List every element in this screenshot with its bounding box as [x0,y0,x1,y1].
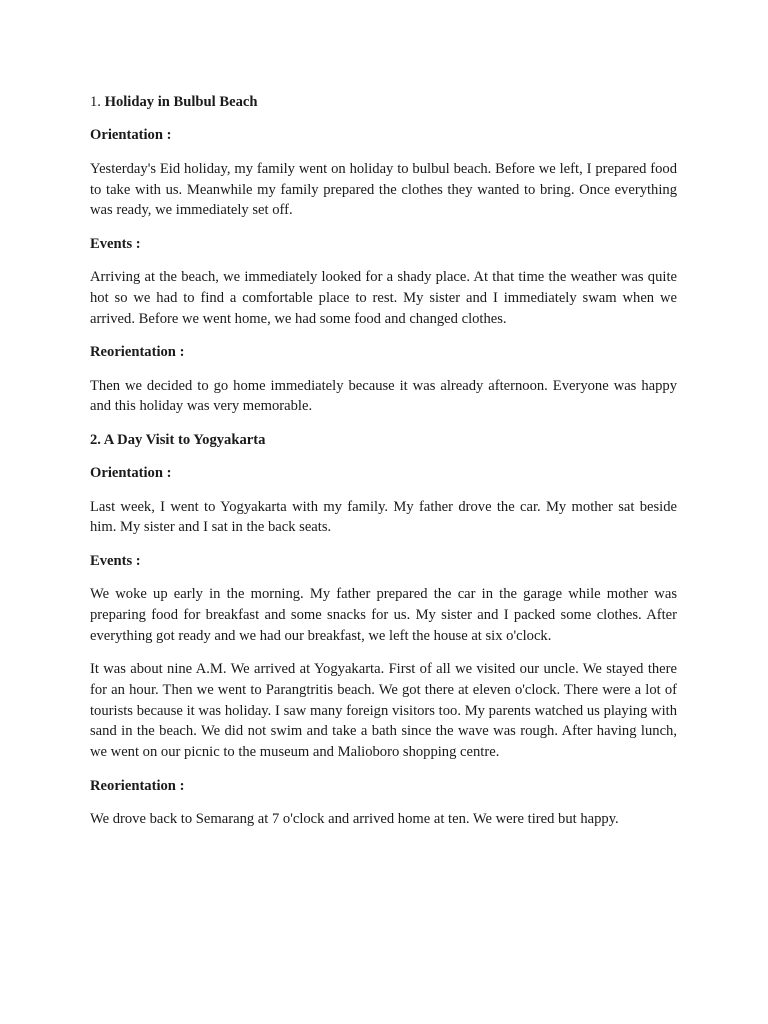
story1-events-text: Arriving at the beach, we immediately looked for a shady place. At that time the weather was quite hot so we had to find a comfortable place to rest. My sister and I immediately swam when we arrived. Before we went home, we had some food and changed clothes. [90,269,677,327]
story1-reorientation-label: Reorientation : [90,344,185,361]
story1-heading [90,92,677,113]
story2-orientation-label: Orientation : [90,465,172,482]
story2-reorientation-text: We drove back to Semarang at 7 o'clock and arrived home at ten. We were tired but happy. [90,811,619,828]
story1-title: Holiday in Bulbul Beach [104,94,258,110]
story2-events-label: Events : [90,552,141,569]
document-page [90,92,677,842]
story2-title: 2. A Day Visit to Yogyakarta [90,431,266,448]
story1-reorientation-text: Then we decided to go home immediately because it was already afternoon. Everyone was happy and this holiday was very memorable. [90,377,677,415]
story2-events-text-2: It was about nine A.M. We arrived at Yogyakarta. First of all we visited our uncle. We stayed there for an hour. Then we went to Parangtritis beach. We got there at eleven o'clock. There were a lot of tourists because it was holiday. I saw many foreign visitors too. My parents watched us playing with sand in the beach. We did not swim and take a bath since the wave was rough. After having lunch, we went on our picnic to the museum and Malioboro shopping centre. [90,661,677,761]
story1-orientation-text: Yesterday's Eid holiday, my family went on holiday to bulbul beach. Before we left, I prepared food to take with us. Meanwhile my family prepared the clothes they wanted to bring. Once everything was ready, we immediately set off. [90,160,677,219]
story2-orientation-text: Last week, I went to Yogyakarta with my family. My father drove the car. My mother sat beside him. My sister and I sat in the back seats. [90,498,677,536]
story1-events-label: Events : [90,235,141,252]
story2-events-text-1: We woke up early in the morning. My father prepared the car in the garage while mother was preparing food for breakfast and some snacks for us. My sister and I packed some clothes. After everything got ready and we had our breakfast, we left the house at six o'clock. [90,586,677,644]
story1-orientation-label: Orientation : [90,127,172,144]
story1-number: 1. [90,94,105,110]
story2-reorientation-label: Reorientation : [90,777,185,794]
